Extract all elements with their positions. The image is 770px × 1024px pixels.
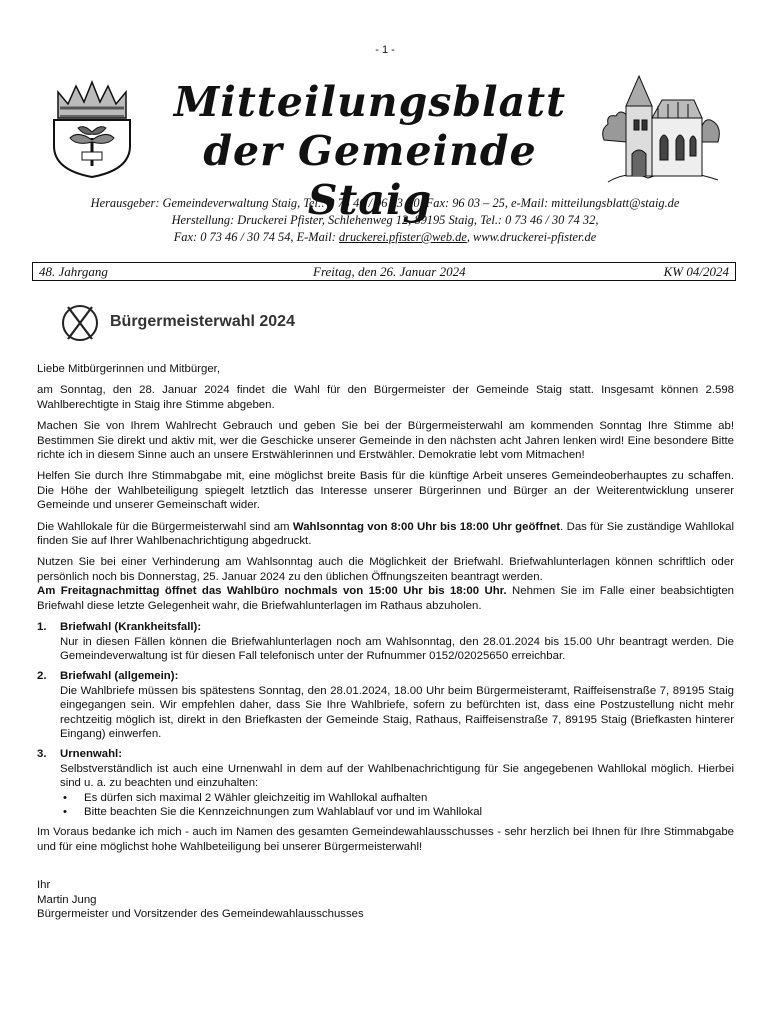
item-text: Selbstverständlich ist auch eine Urnenwahl in dem auf der Wahlbenachrichtigung für Sie angegebenen Wahllokal möglich. Hierbei sind u. a. zu beachten und einzuhalten: [60,762,734,790]
paragraph-polling-hours [37,520,734,549]
signature-name: Martin Jung [37,893,97,906]
calendar-week: KW 04/2024 [663,264,729,279]
paragraph-turnout: Helfen Sie durch Ihre Stimmabgabe mit, eine möglichst breite Basis für die künftige Arbeit unseres Gemeindeoberhauptes zu schaffen. Die Höhe der Wahlbeteiligung spiegelt letztlich das Interesse unserer Bürgerinnen und Bürger an der Weiterentwicklung unserer Gemeinde und unserer Gemeinschaft wider. [37,470,734,512]
postal-vote-emphasis: Am Freitagnachmittag öffnet das Wahlbüro nochmals von 15:00 Uhr bis 18:00 Uhr. [37,585,507,598]
polling-hours-intro: Die Wahllokale für die Bürgermeisterwahl sind am [37,520,293,533]
bullet-item: • Bitte beachten Sie die Kennzeichnungen zum Wahlablauf vor und im Wahllokal [63,805,483,818]
ballot-cross-icon [60,303,100,343]
publisher-line-1: Herausgeber: Gemeindeverwaltung Staig, Tel.: 0 73 46 / 96 03 - 0, Fax: 96 03 – 25, e-Mail: mitteilungsblatt@staig.de [90,196,680,210]
publisher-info [40,195,730,246]
postal-vote-intro: Nutzen Sie bei einer Verhinderung am Wahlsonntag auch die Möglichkeit der Briefwahl. Briefwahlunterlagen können schriftlich oder persönlich noch bis Donnerstag, 25. Januar 2024 zu den üblichen Öffnungszeiten beantragt werden. [37,556,734,583]
publisher-line-2: Herstellung: Druckerei Pfister, Schlehenweg 12, 89195 Staig, Tel.: 0 73 46 / 30 74 32, [171,213,599,227]
bullet-text: Bitte beachten Sie die Kennzeichnungen zum Wahlablauf vor und im Wahllokal [84,805,483,818]
issue-info-bar [32,262,736,281]
closing-paragraph: Im Voraus bedanke ich mich - auch im Namen des gesamten Gemeindewahlausschusses - sehr herzlich bei Ihnen für Ihre Stimmabgabe und für eine möglichst hohe Wahlbeteiligung bei unserer Bürgermeisterwahl! [37,826,734,853]
title-line-2: der Gemeinde Staig [203,127,537,224]
article-body [37,362,734,921]
paragraph-postal-vote [37,555,734,613]
item-text: Die Wahlbriefe müssen bis spätestens Sonntag, den 28.01.2024, 18.00 Uhr beim Bürgermeisteramt, Raiffeisenstraße 7, 89195 Staig eingegangen sein. Wir empfehlen daher, dass Sie Ihre Wahlbriefe, sofern zu befürchten ist, dass eine Postzustellung nicht mehr rechtzeitig möglich ist, direkt in den Briefkasten der Gemeinde Staig, Rathaus, Raiffeisenstraße 7, 89195 Staig (Briefkasten hinterer Eingang) einwerfen. [60,684,734,740]
list-item [37,669,734,741]
item-title: Briefwahl (Krankheitsfall): [60,621,202,634]
polling-hours-emphasis: Wahlsonntag von 8:00 Uhr bis 18:00 Uhr geöffnet [292,520,561,533]
issue-date: Freitag, den 26. Januar 2024 [313,264,466,279]
polling-hours-outro: . Das für Sie zuständige Wahllokal finden Sie auf Ihrer Wahlbenachrichtigung abgedruckt. [37,520,734,548]
item-number: 2. [37,670,47,683]
printer-email-link[interactable]: druckerei.pfister@web.de [338,230,467,244]
paragraph-election-date: am Sonntag, den 28. Januar 2024 findet die Wahl für den Bürgermeister der Gemeinde Staig statt. Insgesamt können 2.598 Wahlberechtigte in Staig ihre Stimme abgeben. [37,384,734,411]
item-number: 1. [37,621,47,634]
list-item [37,747,734,819]
item-text: Nur in diesen Fällen können die Briefwahlunterlagen noch am Wahlsonntag, den 28.01.2024 bis 15.00 Uhr beantragt werden. Die Gemeindeverwaltung ist für diesen Fall telefonisch unter der Rufnummer 0152/02025650 erreichbar. [60,635,734,662]
publisher-fax: Fax: 0 73 46 / 30 74 54, E-Mail: [173,230,339,244]
signature-greeting: Ihr [37,879,51,892]
printer-website: , www.druckerei-pfister.de [466,230,597,244]
page-number: - 1 - [375,44,395,56]
publisher-line-3 [40,229,730,246]
salutation: Liebe Mitbürgerinnen und Mitbürger, [37,363,220,375]
list-item [37,620,734,663]
postal-vote-outro: Nehmen Sie im Falle einer beabsichtigten Briefwahl diese letzte Gelegenheit wahr, die Briefwahlunterlagen im Rathaus abzuholen. [37,585,734,612]
volume-label: 48. Jahrgang [39,264,108,279]
item-number: 3. [37,748,47,761]
paragraph-call-to-vote: Machen Sie von Ihrem Wahlrecht Gebrauch und geben Sie bei der Bürgermeisterwahl am kommenden Sonntag Ihre Stimme ab! Bestimmen Sie direkt und aktiv mit, wer die Geschicke unserer Gemeinde in den nächsten acht Jahren lenken wird! Eine besondere Bitte richte ich in diesem Sinne auch an unsere Erstwählerinnen und Erstwähler. Demokratie lebt vom Mitmachen! [37,420,734,462]
bullet-text: Es dürfen sich maximal 2 Wähler gleichzeitig im Wahllokal aufhalten [84,791,428,804]
title-line-1: Mitteilungsblatt [173,78,567,126]
item-title: Briefwahl (allgemein): [60,670,179,683]
bullet-item: • Es dürfen sich maximal 2 Wähler gleichzeitig im Wahllokal aufhalten [63,791,428,804]
signature-block [37,878,734,921]
coat-of-arms-icon [50,80,134,178]
church-illustration-icon [598,70,726,186]
signature-role: Bürgermeister und Vorsitzender des Gemeindewahlausschusses [37,908,364,920]
item-title: Urnenwahl: [60,748,123,761]
article-heading: Bürgermeisterwahl 2024 [110,313,295,330]
